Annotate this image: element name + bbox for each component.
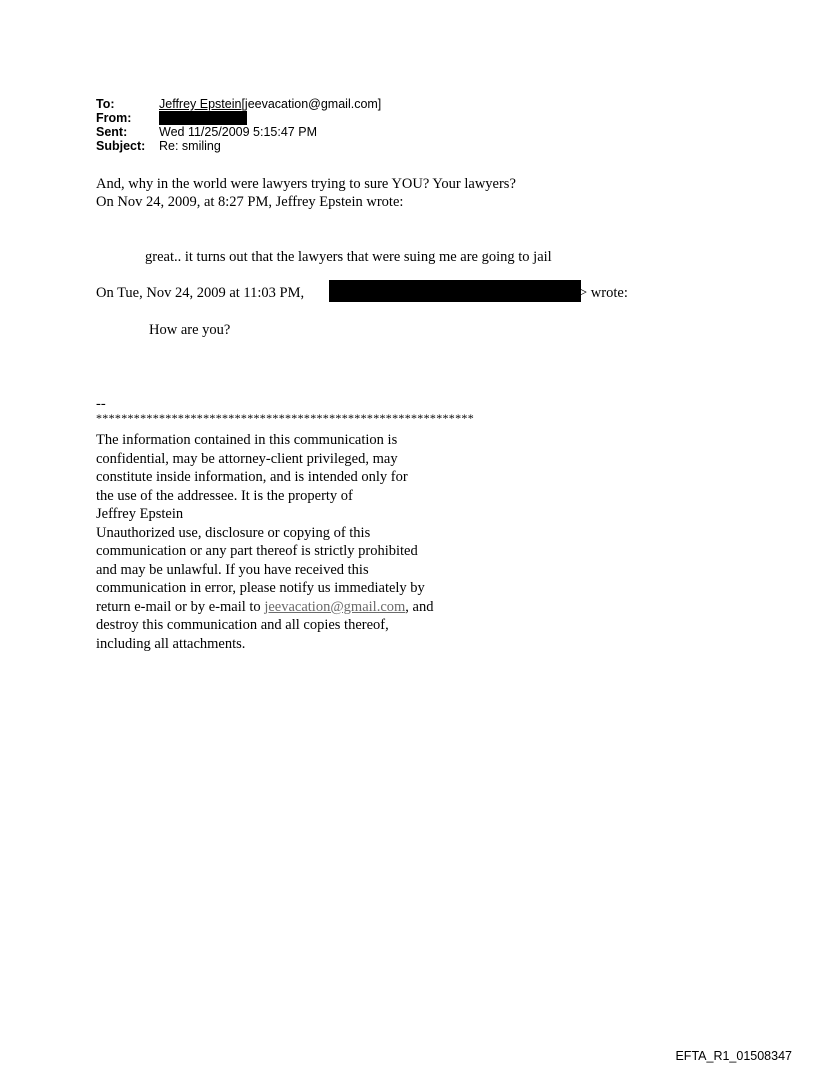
- sent-label: Sent:: [96, 125, 128, 139]
- disclaimer-line: the use of the addressee. It is the property of: [96, 487, 353, 504]
- to-value: [159, 97, 381, 111]
- signature-dashes: --: [96, 396, 106, 412]
- to-row: [96, 97, 381, 111]
- disclaimer-line: The information contained in this communication is: [96, 432, 398, 448]
- to-address: [jeevacation@gmail.com]: [241, 97, 382, 111]
- disclaimer-line: including all attachments.: [96, 635, 246, 652]
- quoted-line-2: How are you?: [149, 322, 231, 338]
- sent-value: Wed 11/25/2009 5:15:47 PM: [159, 125, 317, 139]
- disclaimer-line: constitute inside information, and is intended only for: [96, 469, 408, 485]
- disclaimer-block: [96, 431, 433, 653]
- from-row: [96, 111, 381, 125]
- quoted-line-1: great.. it turns out that the lawyers that were suing me are going to jail: [145, 249, 552, 265]
- subject-label: Subject:: [96, 139, 146, 153]
- star-divider: ************************************************************: [96, 411, 474, 425]
- sent-row: [96, 125, 381, 139]
- disclaimer-line: and may be unlawful. If you have received this: [96, 561, 369, 578]
- disclaimer-line: communication or any part thereof is strictly prohibited: [96, 543, 418, 559]
- from-redaction: [159, 111, 247, 125]
- disclaimer-line: destroy this communication and all copies thereof,: [96, 617, 389, 633]
- return-suffix: , and: [405, 598, 434, 615]
- on-tue-prefix: On Tue, Nov 24, 2009 at 11:03 PM,: [96, 285, 305, 301]
- to-label: To:: [96, 97, 115, 111]
- body-line-1: And, why in the world were lawyers trying to sure YOU? Your lawyers?: [96, 176, 516, 192]
- document-id: EFTA_R1_01508347: [675, 1049, 792, 1063]
- body-line-2: On Nov 24, 2009, at 8:27 PM, Jeffrey Epstein wrote:: [96, 194, 404, 210]
- subject-row: [96, 139, 381, 153]
- disclaimer-return-line: [96, 598, 433, 617]
- disclaimer-line: Jeffrey Epstein: [96, 506, 184, 522]
- email-header: [96, 97, 381, 153]
- from-label: From:: [96, 111, 132, 125]
- disclaimer-line: communication in error, please notify us immediately by: [96, 580, 425, 596]
- return-prefix: return e-mail or by e-mail to: [96, 598, 265, 615]
- on-tue-suffix: > wrote:: [579, 285, 628, 301]
- email-link[interactable]: jeevacation@gmail.com: [264, 598, 406, 615]
- subject-value: Re: smiling: [159, 139, 221, 153]
- disclaimer-line: confidential, may be attorney-client privileged, may: [96, 450, 398, 467]
- to-name: Jeffrey Epstein: [159, 97, 242, 111]
- disclaimer-line: Unauthorized use, disclosure or copying of this: [96, 524, 371, 541]
- sender-redaction: [329, 280, 581, 302]
